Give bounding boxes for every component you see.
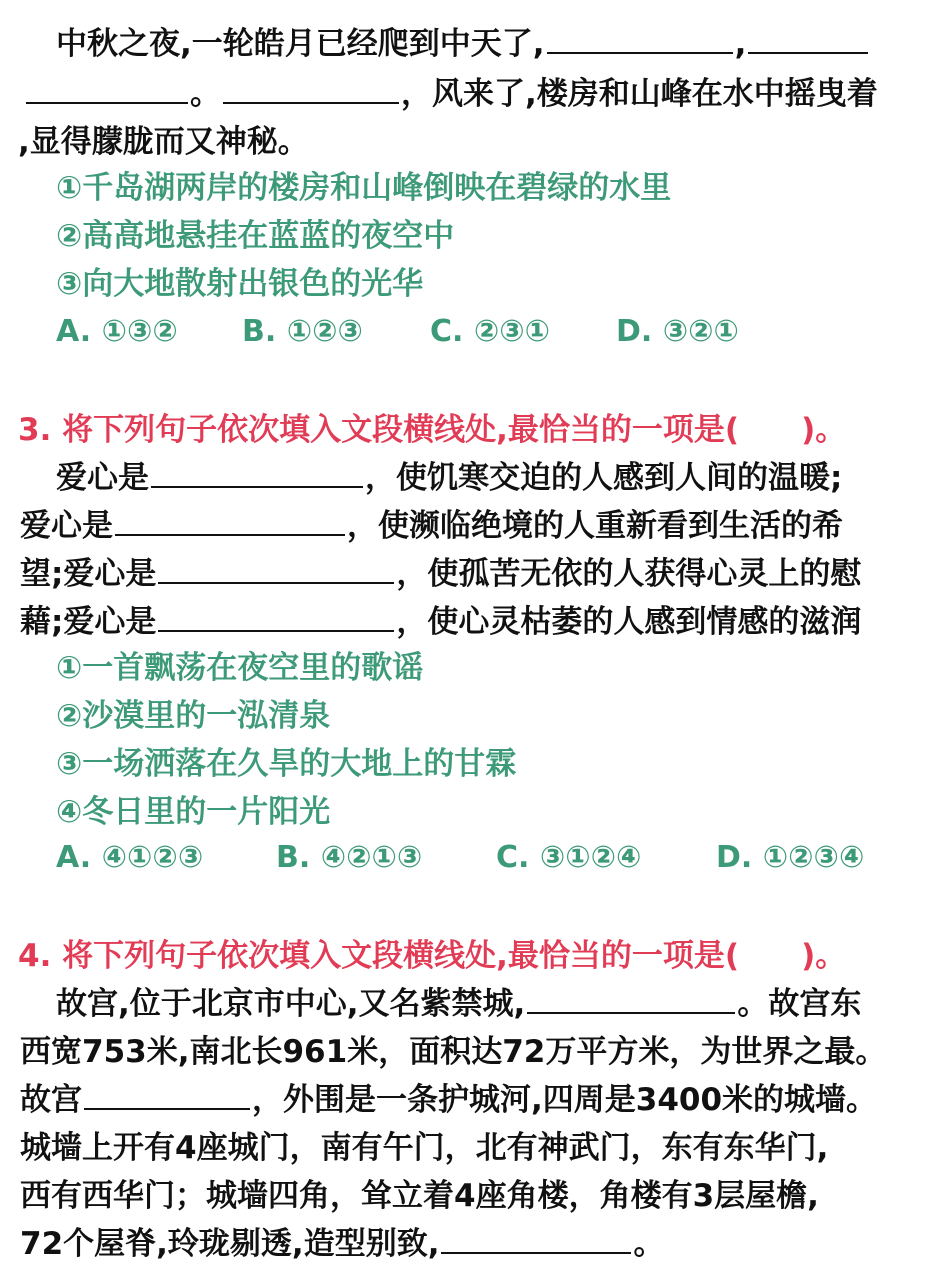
q4-passage-line-5: 西有西华门；城墙四角，耸立着4座角楼，角楼有3层屋檐, xyxy=(20,1178,819,1214)
answer-blank[interactable] xyxy=(115,506,345,536)
q3-passage-line-4 xyxy=(20,602,861,642)
answer-blank[interactable] xyxy=(158,554,394,584)
q2-text: ，风来了,楼房和山峰在水中摇曳着 xyxy=(401,76,878,112)
q3-text: 藉;爱心是 xyxy=(20,604,157,640)
q3-item-3: ③一场洒落在久旱的大地上的甘霖 xyxy=(56,746,517,782)
q2-option-b[interactable]: B. ①②③ xyxy=(242,314,363,349)
q2-text: 。 xyxy=(190,76,221,112)
q4-passage-line-6 xyxy=(20,1224,664,1264)
q4-passage-line-1 xyxy=(56,984,861,1024)
q4-text: 。故宫东 xyxy=(737,986,862,1022)
q4-passage-line-4: 城墙上开有4座城门，南有午门，北有神武门，东有东华门, xyxy=(20,1130,829,1166)
answer-blank[interactable] xyxy=(748,24,868,54)
q3-item-2: ②沙漠里的一泓清泉 xyxy=(56,698,331,734)
q3-text: ，使心灵枯萎的人感到情感的滋润 xyxy=(396,604,862,640)
q3-title: 3. 将下列句子依次填入文段横线处,最恰当的一项是( )。 xyxy=(18,412,847,448)
q4-passage-line-2: 西宽753米,南北长961米，面积达72万平方米，为世界之最。 xyxy=(20,1034,887,1070)
q3-option-a[interactable]: A. ④①②③ xyxy=(56,840,204,875)
q2-passage-line-1 xyxy=(56,24,870,64)
q2-text: , xyxy=(734,26,747,62)
answer-blank[interactable] xyxy=(26,74,188,104)
q3-passage-line-3 xyxy=(20,554,861,594)
q2-text: 中秋之夜,一轮皓月已经爬到中天了, xyxy=(56,26,545,62)
answer-blank[interactable] xyxy=(441,1224,631,1254)
q3-option-d[interactable]: D. ①②③④ xyxy=(716,840,865,875)
q2-item-3: ③向大地散射出银色的光华 xyxy=(56,266,424,302)
q2-option-c[interactable]: C. ②③① xyxy=(430,314,551,349)
q3-text: ，使濒临绝境的人重新看到生活的希 xyxy=(347,508,843,544)
q3-text: 爱心是 xyxy=(56,460,149,496)
q2-passage-line-2 xyxy=(24,74,878,114)
q3-option-b[interactable]: B. ④②①③ xyxy=(276,840,423,875)
q2-passage-line-3: ,显得朦胧而又神秘。 xyxy=(18,124,309,160)
q2-option-d[interactable]: D. ③②① xyxy=(616,314,739,349)
q2-option-a[interactable]: A. ①③② xyxy=(56,314,178,349)
q4-text: 。 xyxy=(633,1226,665,1262)
q4-title: 4. 将下列句子依次填入文段横线处,最恰当的一项是( )。 xyxy=(18,938,847,974)
q3-passage-line-2 xyxy=(20,506,843,546)
q4-text: 故宫,位于北京市中心,又名紫禁城, xyxy=(56,986,526,1022)
q3-passage-line-1 xyxy=(56,458,842,498)
answer-blank[interactable] xyxy=(158,602,394,632)
q4-text: 故宫 xyxy=(20,1082,82,1118)
answer-blank[interactable] xyxy=(547,24,733,54)
q4-text: ，外围是一条护城河,四周是3400米的城墙。 xyxy=(252,1082,878,1118)
answer-blank[interactable] xyxy=(527,984,735,1014)
q2-item-1: ①千岛湖两岸的楼房和山峰倒映在碧绿的水里 xyxy=(56,170,672,206)
q4-text: 72个屋脊,玲珑剔透,造型别致, xyxy=(20,1226,440,1262)
q3-text: 望;爱心是 xyxy=(20,556,157,592)
q3-text: ，使饥寒交迫的人感到人间的温暖; xyxy=(365,460,843,496)
q3-item-1: ①一首飘荡在夜空里的歌谣 xyxy=(56,650,424,686)
answer-blank[interactable] xyxy=(84,1080,250,1110)
answer-blank[interactable] xyxy=(223,74,399,104)
q4-passage-line-3 xyxy=(20,1080,877,1120)
q3-text: 爱心是 xyxy=(20,508,113,544)
q3-item-4: ④冬日里的一片阳光 xyxy=(56,794,331,830)
answer-blank[interactable] xyxy=(151,458,363,488)
q2-item-2: ②高高地悬挂在蓝蓝的夜空中 xyxy=(56,218,455,254)
q3-text: ，使孤苦无依的人获得心灵上的慰 xyxy=(396,556,862,592)
q3-option-c[interactable]: C. ③①②④ xyxy=(496,840,642,875)
